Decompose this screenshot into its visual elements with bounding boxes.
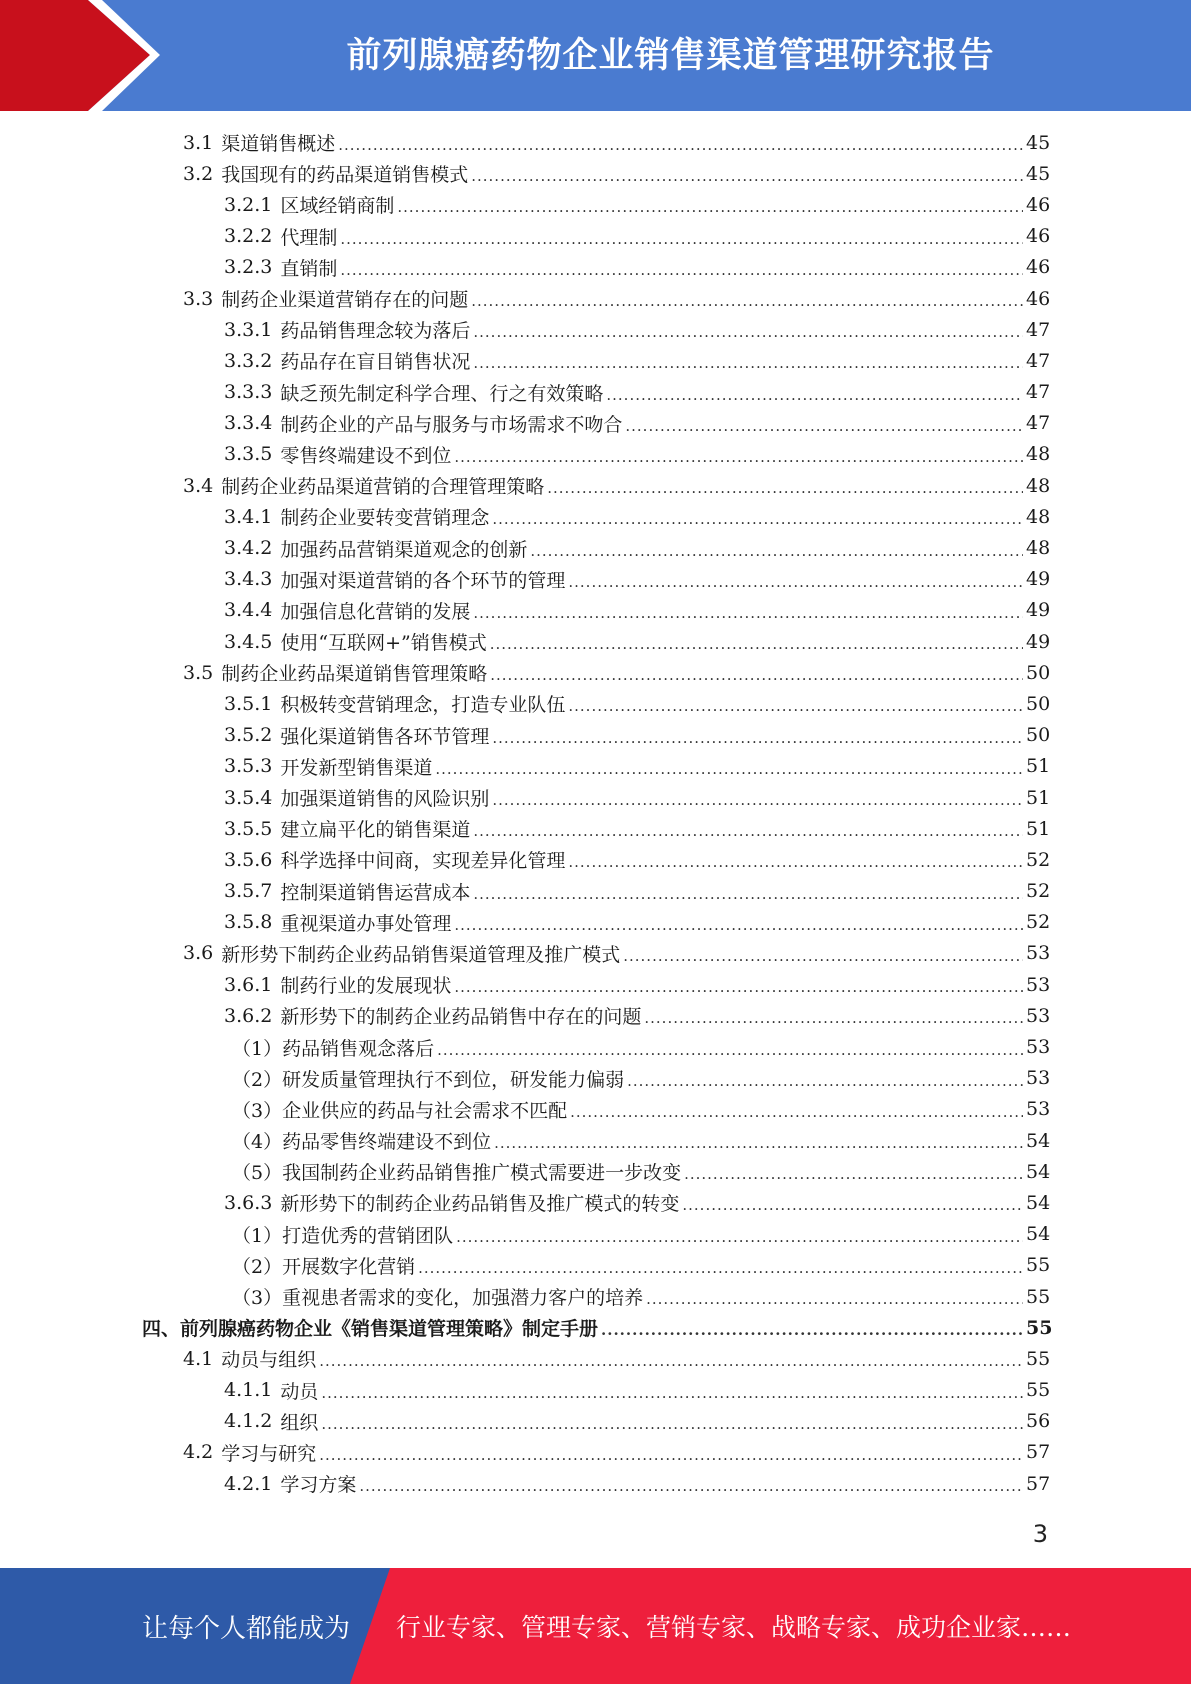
toc-entry-number: 3.1 <box>183 131 214 154</box>
toc-dot-leader <box>471 169 1023 184</box>
toc-entry-page: 57 <box>1026 1472 1051 1495</box>
toc-entry-title: 加强药品营销渠道观念的创新 <box>280 538 528 561</box>
toc-dot-leader <box>494 1136 1023 1151</box>
toc-entry-page: 50 <box>1026 692 1051 715</box>
toc-entry[interactable] <box>0 657 1191 688</box>
toc-entry[interactable] <box>0 907 1191 938</box>
toc-dot-leader <box>625 419 1023 434</box>
toc-dot-leader <box>568 855 1023 870</box>
toc-entry[interactable] <box>0 439 1191 470</box>
toc-entry-number: 3.3.2 <box>224 349 273 372</box>
toc-dot-leader <box>340 232 1023 247</box>
toc-entry[interactable] <box>0 377 1191 408</box>
toc-entry-page: 46 <box>1026 225 1051 248</box>
toc-entry[interactable] <box>0 1000 1191 1031</box>
toc-entry-number: 3.4.3 <box>224 568 273 591</box>
toc-entry-title: 制药企业药品渠道销售管理策略 <box>221 663 488 686</box>
toc-entry-number: 3.2.2 <box>224 225 273 248</box>
toc-dot-leader <box>568 575 1023 590</box>
toc-entry-number: 3.3.3 <box>224 381 273 404</box>
toc-dot-leader <box>492 512 1023 527</box>
toc-entry-number: 3.3.1 <box>224 318 273 341</box>
toc-dot-leader <box>568 699 1023 714</box>
toc-entry-number: 3.5.3 <box>224 755 273 778</box>
toc-entry[interactable] <box>0 1406 1191 1437</box>
toc-entry[interactable] <box>0 688 1191 719</box>
toc-entry[interactable] <box>0 1219 1191 1250</box>
toc-entry[interactable] <box>0 1312 1191 1343</box>
toc-entry-title: 制药行业的发展现状 <box>280 975 452 998</box>
toc-entry-page: 51 <box>1026 755 1051 778</box>
toc-entry-title: 加强渠道销售的风险识别 <box>280 788 490 811</box>
toc-entry-title: （5）我国制药企业药品销售推广模式需要进一步改变 <box>232 1162 682 1185</box>
toc-entry[interactable] <box>0 1063 1191 1094</box>
toc-dot-leader <box>456 1230 1023 1245</box>
toc-entry-page: 54 <box>1026 1129 1051 1152</box>
toc-entry-page: 57 <box>1026 1441 1051 1464</box>
toc-entry-page: 45 <box>1026 162 1051 185</box>
toc-entry-title: 渠道销售概述 <box>221 133 336 156</box>
toc-entry-title: 建立扁平化的销售渠道 <box>280 819 471 842</box>
toc-entry-page: 53 <box>1026 1004 1051 1027</box>
toc-entry-title: 代理制 <box>280 226 338 249</box>
toc-dot-leader <box>473 606 1023 621</box>
toc-entry-number: 3.2 <box>183 162 214 185</box>
toc-entry-page: 55 <box>1026 1254 1051 1277</box>
toc-entry-title: 强化渠道销售各环节管理 <box>280 725 490 748</box>
toc-entry[interactable] <box>0 1468 1191 1499</box>
toc-entry-title: （2）研发质量管理执行不到位，研发能力偏弱 <box>232 1068 625 1091</box>
toc-entry-title: 动员 <box>280 1380 319 1403</box>
toc-entry-number: 3.4.4 <box>224 599 273 622</box>
toc-entry-title: 药品销售理念较为落后 <box>280 320 471 343</box>
toc-entry-number: 3.6.3 <box>224 1191 273 1214</box>
toc-entry[interactable] <box>0 532 1191 563</box>
toc-entry-page: 47 <box>1026 381 1051 404</box>
toc-entry-page: 49 <box>1026 599 1051 622</box>
toc-entry-number: 3.6.2 <box>224 1004 273 1027</box>
toc-dot-leader <box>435 762 1023 777</box>
toc-entry-page: 49 <box>1026 568 1051 591</box>
toc-entry-page: 48 <box>1026 474 1051 497</box>
toc-entry-title: （1）药品销售观念落后 <box>232 1037 435 1060</box>
toc-entry-number: 3.4.2 <box>224 537 273 560</box>
toc-dot-leader <box>340 263 1023 278</box>
toc-entry[interactable] <box>0 408 1191 439</box>
toc-entry-page: 53 <box>1026 1098 1051 1121</box>
toc-entry[interactable] <box>0 501 1191 532</box>
toc-entry-page: 51 <box>1026 817 1051 840</box>
toc-entry-title: 新形势下的制药企业药品销售中存在的问题 <box>280 1006 642 1029</box>
toc-entry[interactable] <box>0 221 1191 252</box>
toc-entry[interactable] <box>0 1094 1191 1125</box>
toc-dot-leader <box>473 824 1023 839</box>
toc-entry-title: 科学选择中间商，实现差异化管理 <box>280 850 566 873</box>
toc-entry-page: 47 <box>1026 318 1051 341</box>
toc-dot-leader <box>644 1011 1023 1026</box>
toc-entry[interactable] <box>0 1156 1191 1187</box>
toc-entry[interactable] <box>0 626 1191 657</box>
toc-entry-number: 3.3 <box>183 287 214 310</box>
toc-entry-title: 加强对渠道营销的各个环节的管理 <box>280 569 566 592</box>
header-arrow-decoration <box>0 0 160 111</box>
toc-dot-leader <box>454 980 1023 995</box>
toc-entry[interactable] <box>0 876 1191 907</box>
toc-entry-title: 使用“互联网+”销售模式 <box>280 632 487 655</box>
toc-entry-page: 47 <box>1026 349 1051 372</box>
toc-entry[interactable] <box>0 595 1191 626</box>
toc-entry[interactable] <box>0 782 1191 813</box>
toc-entry-title: 制药企业的产品与服务与市场需求不吻合 <box>280 413 623 436</box>
toc-entry-page: 53 <box>1026 1067 1051 1090</box>
toc-entry-title: 直销制 <box>280 257 338 280</box>
toc-entry-title: 四、前列腺癌药物企业《销售渠道管理策略》制定手册 <box>142 1318 599 1341</box>
toc-entry-page: 56 <box>1026 1410 1051 1433</box>
toc-entry-title: 开发新型销售渠道 <box>280 756 433 779</box>
toc-entry-page: 54 <box>1026 1160 1051 1183</box>
toc-dot-leader <box>319 1354 1023 1369</box>
toc-entry-page: 46 <box>1026 256 1051 279</box>
toc-entry-title: 制药企业药品渠道营销的合理管理策略 <box>221 476 545 499</box>
page-number: 3 <box>1032 1520 1048 1548</box>
toc-entry[interactable] <box>0 1375 1191 1406</box>
toc-entry-title: 缺乏预先制定科学合理、行之有效策略 <box>280 382 604 405</box>
toc-dot-leader <box>490 637 1023 652</box>
toc-entry[interactable] <box>0 283 1191 314</box>
toc-entry-number: 3.6 <box>183 942 214 965</box>
toc-dot-leader <box>601 1323 1023 1338</box>
toc-entry-number: 3.5.2 <box>224 724 273 747</box>
toc-entry-title: 学习方案 <box>280 1474 357 1497</box>
toc-entry-title: 区域经销商制 <box>280 195 395 218</box>
toc-entry-page: 55 <box>1026 1316 1053 1339</box>
toc-entry-title: （1）打造优秀的营销团队 <box>232 1224 454 1247</box>
toc-entry-page: 50 <box>1026 724 1051 747</box>
toc-entry[interactable] <box>0 1250 1191 1281</box>
footer-slogan-right: 行业专家、管理专家、营销专家、战略专家、成功企业家…… <box>396 1613 1072 1642</box>
toc-dot-leader <box>623 949 1023 964</box>
toc-dot-leader <box>321 1386 1023 1401</box>
toc-entry-title: 动员与组织 <box>221 1349 317 1372</box>
toc-dot-leader <box>471 294 1023 309</box>
toc-dot-leader <box>627 1074 1023 1089</box>
toc-entry[interactable] <box>0 564 1191 595</box>
toc-dot-leader <box>606 388 1023 403</box>
table-of-contents <box>0 127 1191 1499</box>
toc-entry[interactable] <box>0 844 1191 875</box>
toc-entry-number: 3.5 <box>183 661 214 684</box>
toc-entry-number: 3.5.6 <box>224 848 273 871</box>
toc-entry-number: 3.4 <box>183 474 214 497</box>
toc-entry-title: 组织 <box>280 1411 319 1434</box>
toc-dot-leader <box>684 1167 1023 1182</box>
toc-entry-number: 3.5.4 <box>224 786 273 809</box>
toc-dot-leader <box>492 731 1023 746</box>
report-title: 前列腺癌药物企业销售渠道管理研究报告 <box>346 36 995 76</box>
toc-entry-page: 55 <box>1026 1379 1051 1402</box>
toc-entry[interactable] <box>0 969 1191 1000</box>
toc-dot-leader <box>473 887 1023 902</box>
toc-entry-page: 55 <box>1026 1347 1051 1370</box>
toc-entry-title: 零售终端建设不到位 <box>280 444 452 467</box>
toc-dot-leader <box>454 918 1023 933</box>
toc-entry-title: 重视渠道办事处管理 <box>280 912 452 935</box>
toc-entry-title: 新形势下制药企业药品销售渠道管理及推广模式 <box>221 943 621 966</box>
toc-entry-page: 52 <box>1026 848 1051 871</box>
toc-dot-leader <box>321 1417 1023 1432</box>
toc-entry-title: 我国现有的药品渠道销售模式 <box>221 164 469 187</box>
toc-entry-number: 3.3.4 <box>224 412 273 435</box>
toc-entry[interactable] <box>0 813 1191 844</box>
toc-entry[interactable] <box>0 720 1191 751</box>
toc-entry[interactable] <box>0 252 1191 283</box>
toc-entry-title: 药品存在盲目销售状况 <box>280 351 471 374</box>
toc-entry-title: 制药企业渠道营销存在的问题 <box>221 289 469 312</box>
toc-entry-page: 54 <box>1026 1223 1051 1246</box>
toc-entry-title: （3）重视患者需求的变化，加强潜力客户的培养 <box>232 1287 644 1310</box>
toc-entry-page: 45 <box>1026 131 1051 154</box>
toc-entry[interactable] <box>0 189 1191 220</box>
toc-entry-number: 3.2.3 <box>224 256 273 279</box>
toc-entry[interactable] <box>0 1437 1191 1468</box>
toc-entry-page: 48 <box>1026 505 1051 528</box>
toc-entry[interactable] <box>0 470 1191 501</box>
toc-entry-page: 53 <box>1026 973 1051 996</box>
toc-entry-number: 3.2.1 <box>224 193 273 216</box>
toc-entry-number: 3.4.1 <box>224 505 273 528</box>
toc-entry-number: 3.5.8 <box>224 911 273 934</box>
toc-entry-title: （2）开展数字化营销 <box>232 1255 416 1278</box>
toc-entry-page: 48 <box>1026 537 1051 560</box>
toc-entry[interactable] <box>0 751 1191 782</box>
page-footer <box>0 1568 1191 1684</box>
toc-entry-number: 3.6.1 <box>224 973 273 996</box>
toc-entry-page: 52 <box>1026 911 1051 934</box>
toc-entry[interactable] <box>0 1187 1191 1218</box>
toc-entry-title: （4）药品零售终端建设不到位 <box>232 1131 492 1154</box>
toc-entry-number: 3.4.5 <box>224 630 273 653</box>
toc-entry-number: 3.5.1 <box>224 692 273 715</box>
toc-entry[interactable] <box>0 1281 1191 1312</box>
toc-dot-leader <box>359 1479 1023 1494</box>
toc-entry-number: 3.5.5 <box>224 817 273 840</box>
toc-entry[interactable] <box>0 1031 1191 1062</box>
footer-slogan-left: 让每个人都能成为 <box>142 1613 351 1644</box>
toc-dot-leader <box>454 450 1023 465</box>
toc-dot-leader <box>530 544 1023 559</box>
toc-dot-leader <box>397 200 1023 215</box>
toc-entry-title: （3）企业供应的药品与社会需求不匹配 <box>232 1099 568 1122</box>
toc-entry-title: 加强信息化营销的发展 <box>280 600 471 623</box>
toc-entry-title: 控制渠道销售运营成本 <box>280 881 471 904</box>
toc-dot-leader <box>490 668 1023 683</box>
toc-dot-leader <box>570 1105 1023 1120</box>
toc-entry-page: 49 <box>1026 630 1051 653</box>
toc-entry-number: 4.2 <box>183 1441 214 1464</box>
page-header <box>0 0 1191 111</box>
toc-entry-page: 51 <box>1026 786 1051 809</box>
toc-entry[interactable] <box>0 314 1191 345</box>
toc-dot-leader <box>547 481 1023 496</box>
toc-entry-number: 3.5.7 <box>224 880 273 903</box>
toc-entry-title: 学习与研究 <box>221 1442 317 1465</box>
toc-entry-title: 积极转变营销理念，打造专业队伍 <box>280 694 566 717</box>
toc-dot-leader <box>646 1292 1023 1307</box>
toc-entry-page: 46 <box>1026 193 1051 216</box>
toc-entry-page: 52 <box>1026 880 1051 903</box>
toc-entry[interactable] <box>0 345 1191 376</box>
toc-entry[interactable] <box>0 127 1191 158</box>
toc-dot-leader <box>492 793 1023 808</box>
toc-dot-leader <box>418 1261 1023 1276</box>
toc-entry-number: 4.1.2 <box>224 1410 273 1433</box>
toc-entry[interactable] <box>0 1125 1191 1156</box>
toc-entry[interactable] <box>0 938 1191 969</box>
toc-entry-number: 3.3.5 <box>224 443 273 466</box>
toc-entry-number: 4.1 <box>183 1347 214 1370</box>
toc-entry-number: 4.2.1 <box>224 1472 273 1495</box>
toc-dot-leader <box>437 1043 1023 1058</box>
toc-dot-leader <box>319 1448 1023 1463</box>
toc-entry-title: 新形势下的制药企业药品销售及推广模式的转变 <box>280 1193 680 1216</box>
toc-entry-page: 50 <box>1026 661 1051 684</box>
toc-dot-leader <box>473 325 1023 340</box>
toc-entry-page: 54 <box>1026 1191 1051 1214</box>
toc-entry-page: 53 <box>1026 942 1051 965</box>
toc-entry-page: 47 <box>1026 412 1051 435</box>
toc-entry-title: 制药企业要转变营销理念 <box>280 507 490 530</box>
toc-dot-leader <box>473 356 1023 371</box>
toc-entry-page: 48 <box>1026 443 1051 466</box>
toc-entry-page: 53 <box>1026 1036 1051 1059</box>
toc-entry-page: 46 <box>1026 287 1051 310</box>
toc-dot-leader <box>338 138 1023 153</box>
toc-entry-page: 55 <box>1026 1285 1051 1308</box>
toc-entry-number: 4.1.1 <box>224 1379 273 1402</box>
toc-entry[interactable] <box>0 1343 1191 1374</box>
toc-dot-leader <box>682 1198 1023 1213</box>
toc-entry[interactable] <box>0 158 1191 189</box>
